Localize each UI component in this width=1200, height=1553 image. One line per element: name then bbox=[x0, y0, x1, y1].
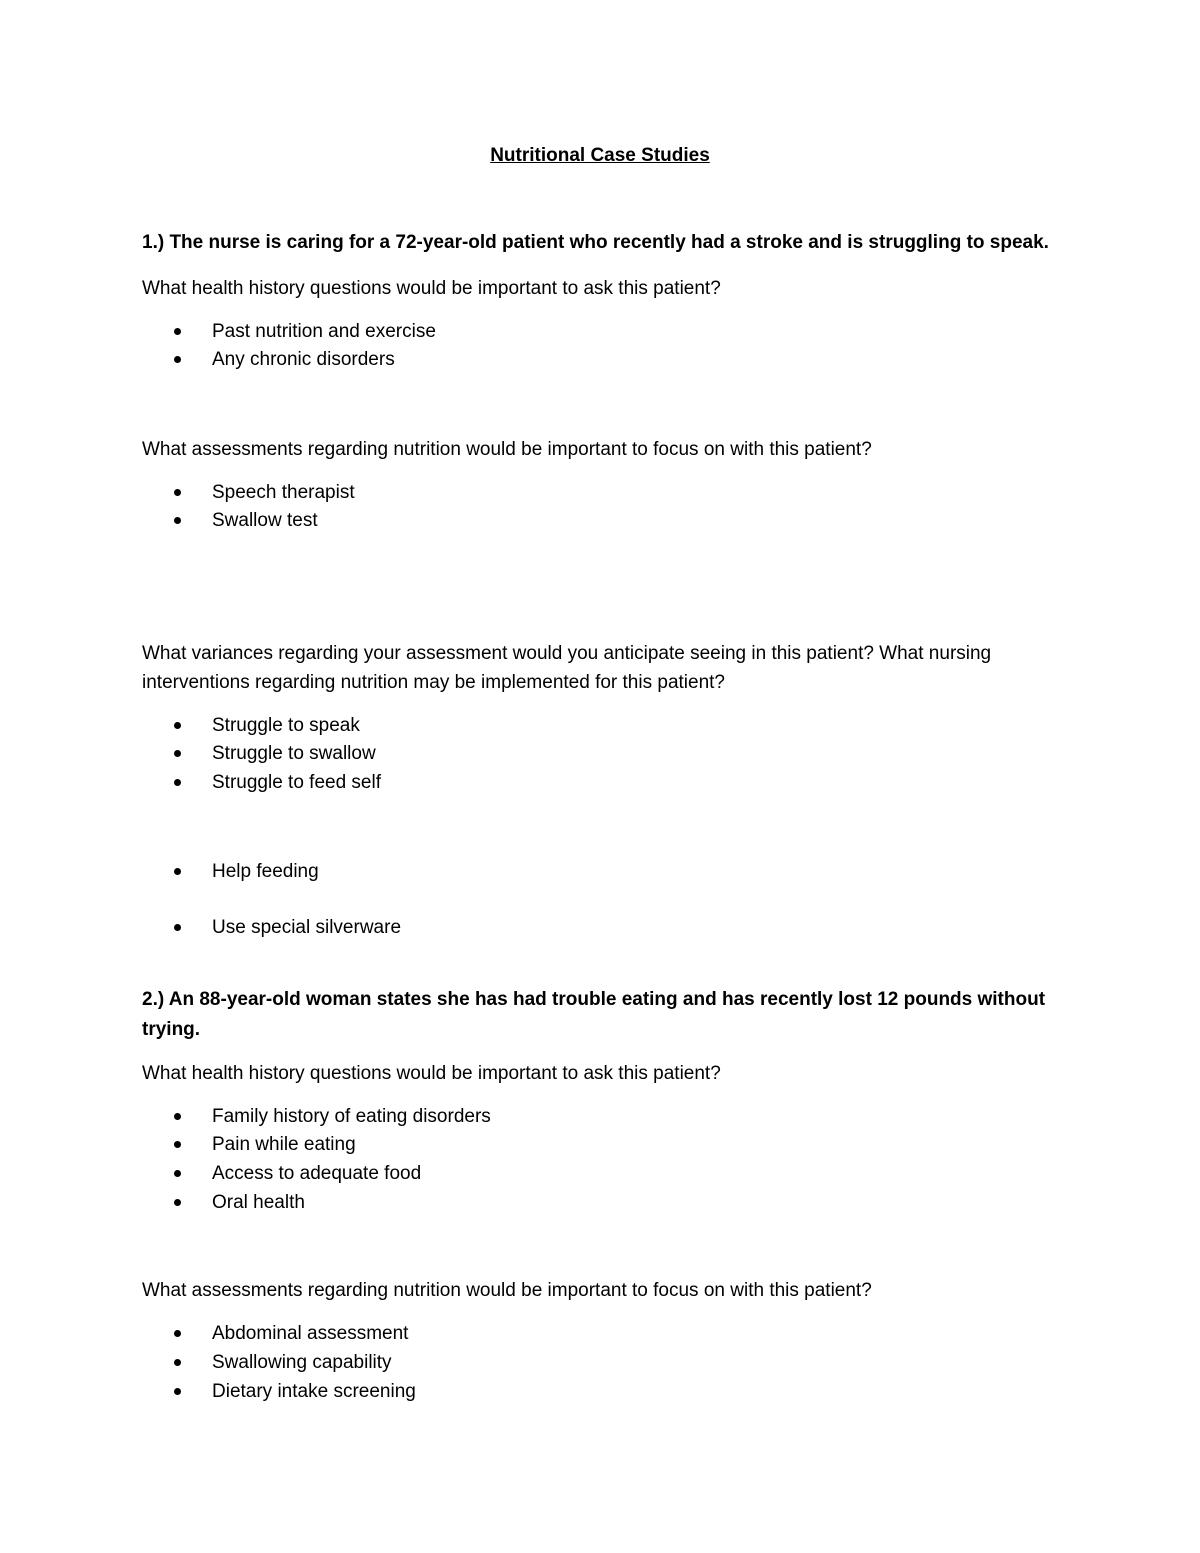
bullet-icon bbox=[174, 1330, 181, 1337]
case2-heading-line1: 2.) An 88-year-old woman states she has had trouble eating and has recently lost 12 pounds without bbox=[142, 989, 1046, 1010]
bullet-icon bbox=[174, 722, 181, 729]
case1-heading: 1.) The nurse is caring for a 72-year-old patient who recently had a stroke and is struggling to speak. bbox=[142, 232, 1049, 253]
bullet-icon bbox=[174, 1359, 181, 1366]
case2-question-assessments: What assessments regarding nutrition would be important to focus on with this patient? bbox=[142, 1280, 872, 1301]
bullet-icon bbox=[174, 1141, 181, 1148]
bullet-icon bbox=[174, 924, 181, 931]
bullet-icon bbox=[174, 1199, 181, 1206]
bullet-icon bbox=[174, 1388, 181, 1395]
bullet-icon bbox=[174, 750, 181, 757]
bullet-icon bbox=[174, 489, 181, 496]
document-page: Nutritional Case Studies 1.) The nurse is caring for a 72-year-old patient who recently had a stroke and is struggling to speak. What health history questions would be important to ask this patient? Past nutrition and exercise Any chronic disorders What assessments regarding nutrition would be important to focus on with this patient? Speech therapist Swallow test What variances regarding your assessment would you anticipate seeing in this patient? What nursing interventions regarding nutrition may be implemented for this patient? Struggle to speak Struggle to swallow Struggle to feed self Help feeding Use special silverware 2.) An 88-year-old woman states she has had trouble eating and has recently lost 12 pounds without trying. What health history questions would be important to ask this patient? Family history of eating disorders Pain while eating Access to adequate food Oral health What assessments regarding nutrition would be important to focus on with this patient? Abdominal assessment Swallowing capability Dietary intake screening bbox=[0, 0, 1200, 1553]
case2-heading-line2: trying. bbox=[142, 1019, 201, 1040]
bullet-icon bbox=[174, 328, 181, 335]
bullet-icon bbox=[174, 868, 181, 875]
bullet-icon bbox=[174, 356, 181, 363]
bullet-icon bbox=[174, 779, 181, 786]
case1-question-variances-line2: interventions regarding nutrition may be implemented for this patient? bbox=[142, 672, 725, 693]
case1-question-assessments: What assessments regarding nutrition would be important to focus on with this patient? bbox=[142, 439, 872, 460]
case2-question-health-history: What health history questions would be important to ask this patient? bbox=[142, 1063, 721, 1084]
bullet-icon bbox=[174, 1170, 181, 1177]
bullet-icon bbox=[174, 517, 181, 524]
case1-question-health-history: What health history questions would be important to ask this patient? bbox=[142, 278, 721, 299]
document-title: Nutritional Case Studies bbox=[490, 145, 710, 166]
case1-question-variances-line1: What variances regarding your assessment would you anticipate seeing in this patient? What nursing bbox=[142, 643, 992, 664]
bullet-icon bbox=[174, 1113, 181, 1120]
